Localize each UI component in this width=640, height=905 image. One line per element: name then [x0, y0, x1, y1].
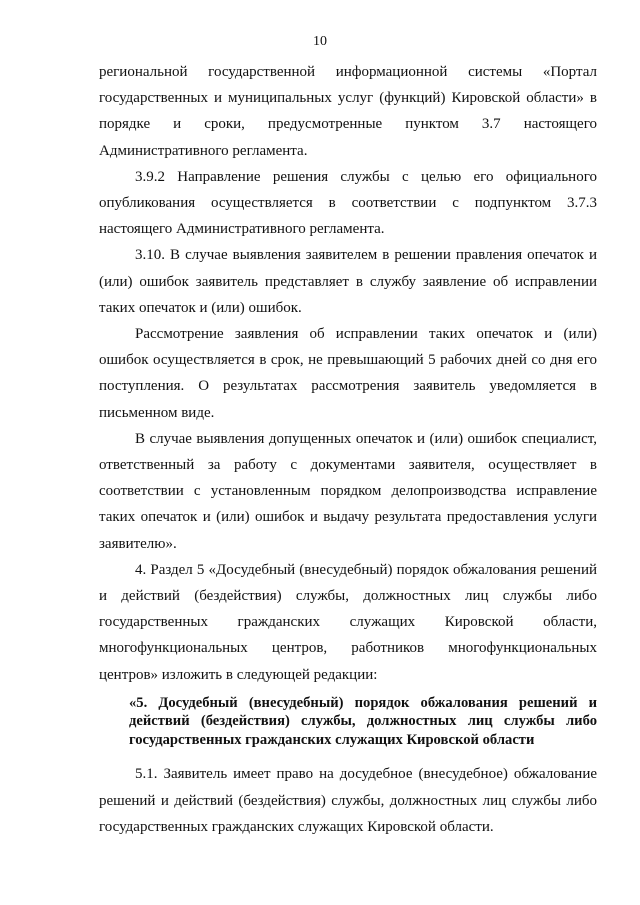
paragraph-review-term: Рассмотрение заявления об исправлении таких опечаток и (или) ошибок осуществляется в срок, не превышающий 5 рабочих дней со дня его поступления. О результатах рассмотрения заявитель уведомляется в письменном виде.: [99, 326, 597, 421]
page-number: 10: [313, 34, 327, 49]
section-5-heading: «5. Досудебный (внесудебный) порядок обжалования решений и действий (бездействия) службы, должностных лиц службы либо государственных гражданских служащих Кировской области: [129, 694, 597, 748]
paragraph-corrections: В случае выявления допущенных опечаток и (или) ошибок специалист, ответственный за работу с документами заявителя, осуществляет в соответствии с установленным порядком делопроизводства исправление таких опечаток и (или) ошибок и выдачу результата предоставления услуги заявителю».: [99, 430, 597, 552]
paragraph-3-10: 3.10. В случае выявления заявителем в решении правления опечаток и (или) ошибок заявитель представляет в службу заявление об исправлении таких опечаток и (или) ошибок.: [99, 247, 597, 316]
paragraph-5-1: 5.1. Заявитель имеет право на досудебное (внесудебное) обжалование решений и действий (бездействия) службы, должностных лиц службы либо государственных гражданских служащих Кировской области.: [99, 766, 597, 835]
paragraph-section-4: 4. Раздел 5 «Досудебный (внесудебный) порядок обжалования решений и действий (бездействия) службы, должностных лиц службы либо государственных гражданских служащих Кировской области, многофункциональных центров, работников многофункциональных центров» изложить в следующей редакции:: [99, 561, 597, 683]
paragraph-3-9-2: 3.9.2 Направление решения службы с целью его официального опубликования осуществляется в соответствии с подпунктом 3.7.3 настоящего Административного регламента.: [99, 168, 597, 238]
paragraph-continuation: региональной государственной информационной системы «Портал государственных и муниципальных услуг (функций) Кировской области» в порядке и сроки, предусмотренные пунктом 3.7 настоящего Административного регламента.: [99, 64, 597, 159]
document-body: [99, 59, 597, 840]
